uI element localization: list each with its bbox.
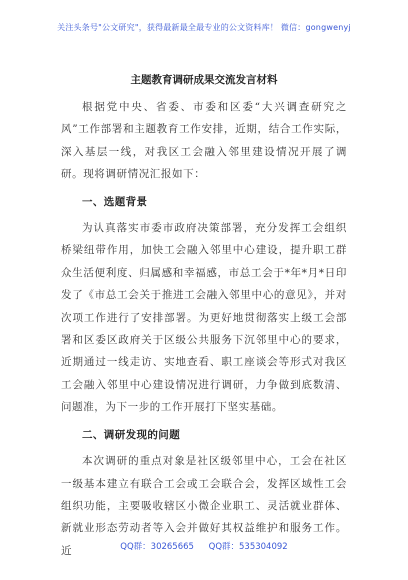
document-body <box>61 96 347 562</box>
document-title: 主题教育调研成果交流发言材料 <box>130 74 278 86</box>
section-paragraph-background: 为认真落实市委市政府决策部署，充分发挥工会组织桥梁纽带作用，加快工会融入邻里中心建设，提升职工群众生活便利度、归属感和幸福感，市总工会于*年*月*日印发了《市总工会关于推进工会融入邻里中心的意见》，并对次项工作进行了安排部署。为更好地贯彻落实上级工会部署和区委区政府关于区级公共服务下沉邻里中心的要求，近期通过一线走访、实地查看、职工座谈会等形式对我区工会融入邻里中心建设情况进行调研，力争做到底数清、问题准，为下一步的工作开展打下坚实基础。 <box>61 222 347 414</box>
section-paragraph-problems: 本次调研的重点对象是社区级邻里中心，工会在社区一级基本建立有联合工会或工会联合会，发挥区域性工会组织功能，主要吸收辖区小微企业职工、灵活就业群体、新就业形态劳动者等入会并做好其权益维护和服务工作。近 <box>61 455 347 557</box>
section-heading-problems: 二、调研发现的问题 <box>82 428 181 441</box>
footer-qq-left: QQ群：30265665 <box>120 542 194 552</box>
footer-qq-right: QQ群：535304092 <box>208 542 288 552</box>
intro-paragraph: 根据党中央、省委、市委和区委“大兴调查研究之风”工作部署和主题教育工作安排，近期，结合工作实际，深入基层一线，对我区工会融入邻里建设情况开展了调研。现将调研情况汇报如下： <box>61 101 347 181</box>
header-banner: 关注头条号"公文研究"，获得最新最全最专业的公文资料库！ 微信：gongwenyj <box>57 23 351 32</box>
section-heading-background: 一、选题背景 <box>82 195 148 208</box>
footer-qq-groups <box>0 540 408 552</box>
